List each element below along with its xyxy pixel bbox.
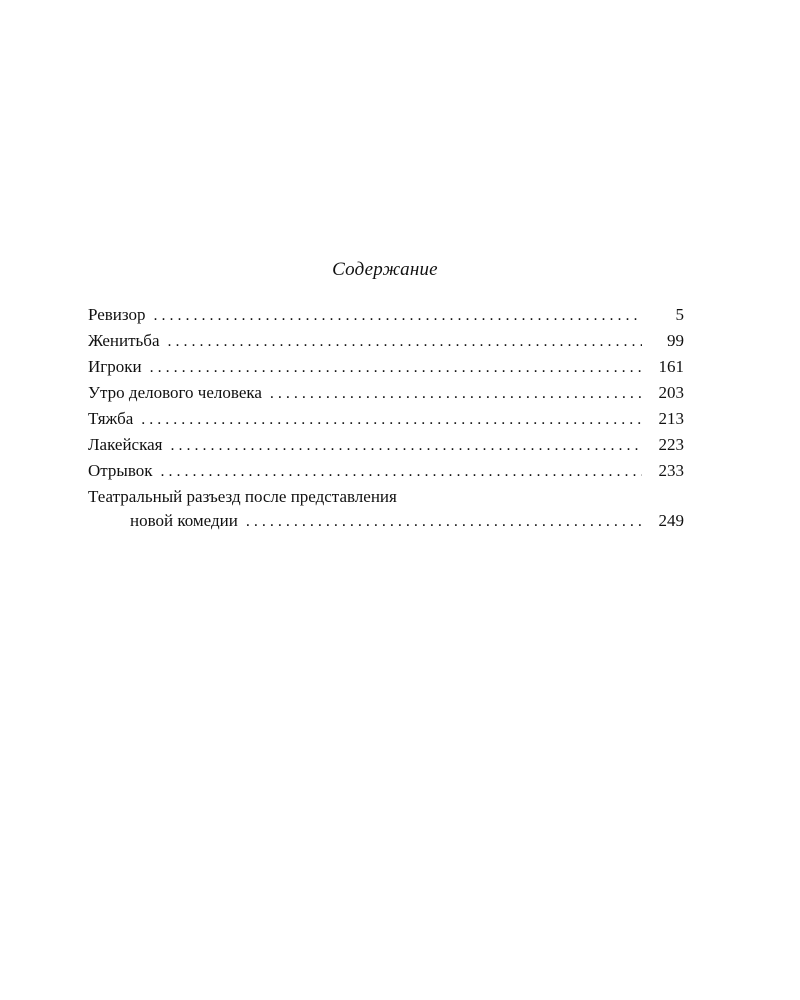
toc-entry-tyazhba[interactable]: [88, 406, 684, 432]
toc-entry-otryvok[interactable]: [88, 458, 684, 484]
dot-leader: [270, 381, 642, 407]
toc-entry-zhenitba[interactable]: [88, 328, 684, 354]
dot-leader: [154, 303, 642, 329]
dot-leader: [161, 459, 642, 485]
dot-leader: [150, 355, 642, 381]
toc-entry-page: 99: [667, 331, 684, 350]
toc-entry-label-line1: Театральный разъезд после представления: [88, 487, 397, 506]
toc-entry-teatralny-razyezd[interactable]: [88, 484, 684, 532]
toc-entry-label: Утро делового человека: [88, 383, 262, 402]
toc-entry-page: 223: [658, 435, 684, 454]
toc-entry-page: 203: [658, 383, 684, 402]
toc-entry-utro[interactable]: [88, 380, 684, 406]
toc-entry-page: 249: [658, 511, 684, 530]
toc-entry-label: Женитьба: [88, 331, 160, 350]
dot-leader: [246, 511, 642, 533]
toc-entry-revizor[interactable]: [88, 302, 684, 328]
toc-entry-label-line2: новой комедии: [130, 511, 238, 530]
table-of-contents: [88, 302, 684, 532]
toc-entry-page: 161: [658, 357, 684, 376]
toc-entry-lakeyskaya[interactable]: [88, 432, 684, 458]
toc-entry-label: Ревизор: [88, 305, 146, 324]
toc-entry-label: Отрывок: [88, 461, 153, 480]
toc-entry-page: 213: [658, 409, 684, 428]
toc-entry-continuation: [88, 510, 684, 532]
toc-entry-page: 5: [675, 305, 684, 324]
toc-entry-page: 233: [658, 461, 684, 480]
toc-entry-label: Тяжба: [88, 409, 134, 428]
toc-entry-label: Игроки: [88, 357, 142, 376]
toc-title: Содержание: [332, 259, 438, 280]
dot-leader: [141, 407, 642, 433]
toc-entry-label: Лакейская: [88, 435, 163, 454]
dot-leader: [168, 329, 643, 355]
toc-entry-igroki[interactable]: [88, 354, 684, 380]
dot-leader: [170, 433, 642, 459]
